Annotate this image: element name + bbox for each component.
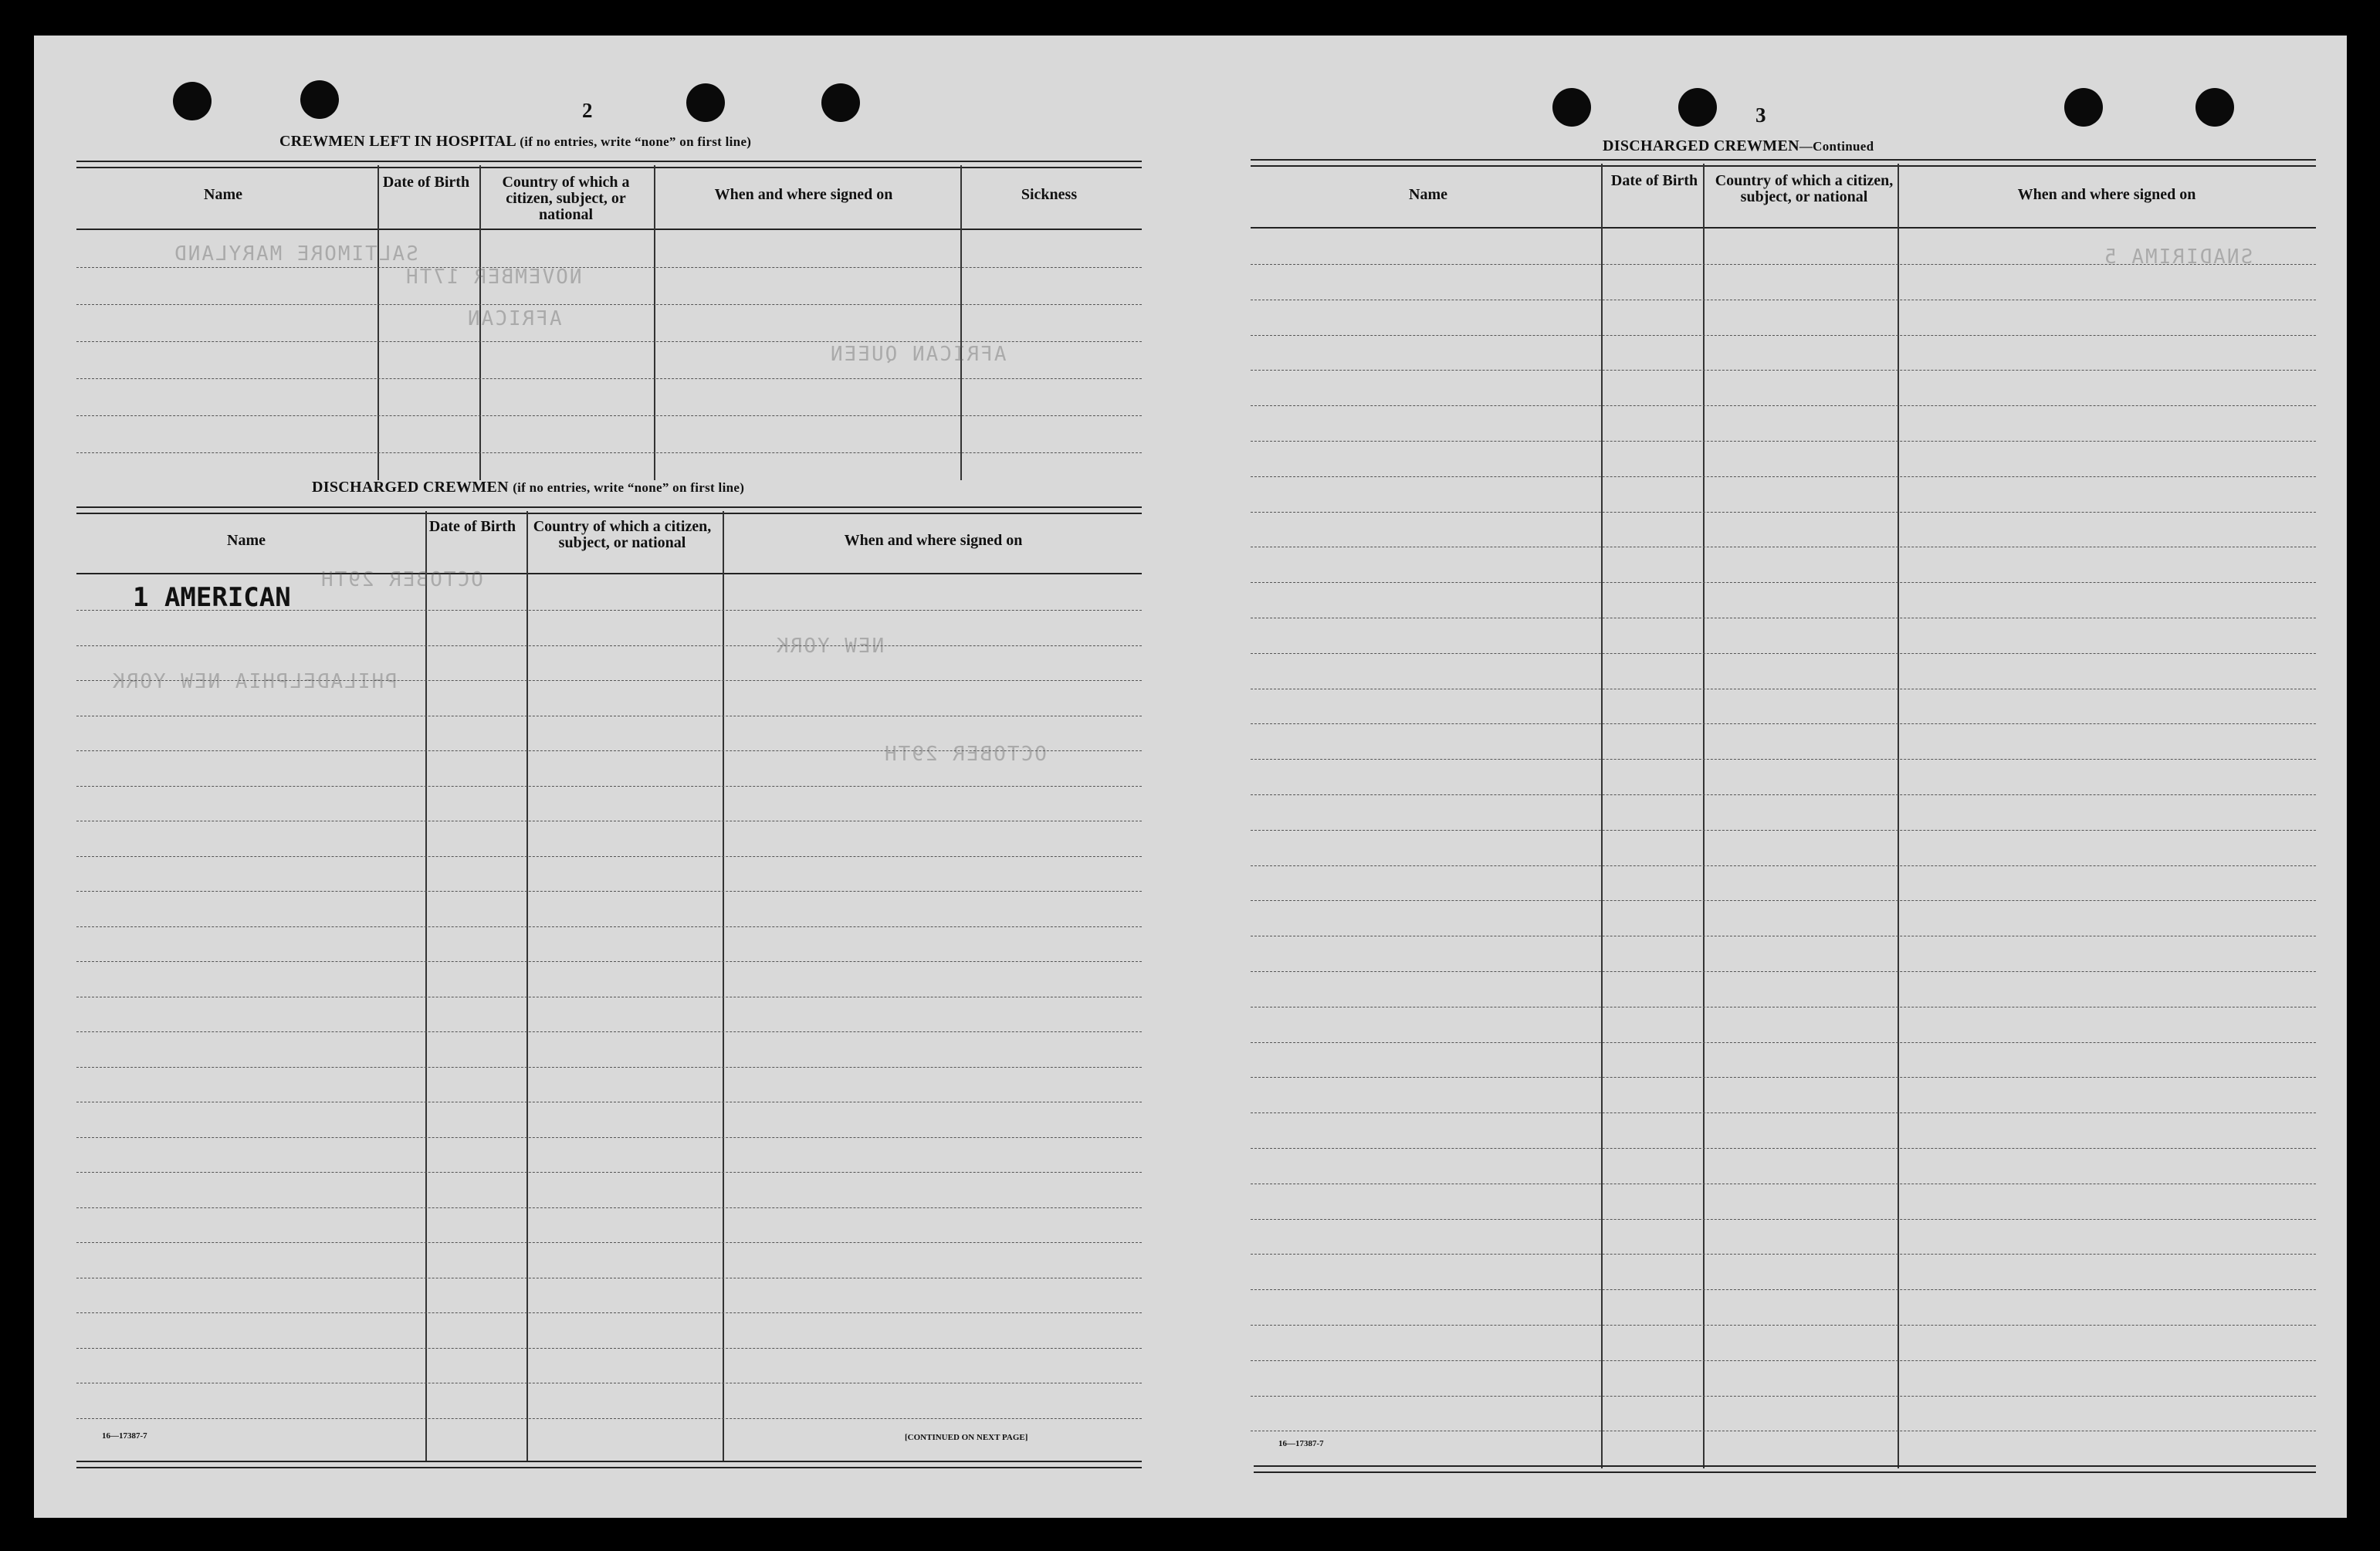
discharged-continued-title — [1603, 137, 1874, 155]
entry-line — [1251, 335, 2316, 336]
entry-line — [1251, 1077, 2316, 1078]
header-rule — [76, 161, 1142, 168]
crew-entry-name: 1 AMERICAN — [133, 582, 291, 613]
column-header-name: Name — [227, 532, 266, 549]
entry-line — [76, 341, 1142, 342]
entry-line — [1251, 370, 2316, 371]
entry-line — [76, 1312, 1142, 1313]
entry-line — [76, 415, 1142, 416]
punch-hole — [300, 80, 339, 119]
punch-hole — [173, 82, 212, 120]
header-underline — [76, 573, 1142, 574]
hospital-section-title — [279, 133, 751, 151]
column-divider — [654, 165, 655, 480]
entry-line — [1251, 723, 2316, 724]
column-divider — [526, 511, 528, 1461]
column-divider — [1703, 164, 1705, 1468]
document-sheet — [34, 36, 2347, 1518]
punch-hole — [1678, 88, 1717, 127]
entry-line — [1251, 1148, 2316, 1149]
column-header-when-where-signed-on: When and where signed on — [2017, 186, 2196, 203]
column-header-date-of-birth: Date of Birth — [1610, 172, 1698, 189]
entry-line — [76, 1031, 1142, 1032]
column-divider — [723, 511, 724, 1461]
header-underline — [1251, 227, 2316, 229]
entry-line — [76, 1418, 1142, 1419]
column-header-date-of-birth: Date of Birth — [382, 174, 470, 191]
section-subtitle-text: (if no entries, write “none” on first line) — [520, 134, 752, 149]
entry-line — [76, 452, 1142, 453]
entry-line — [1251, 1112, 2316, 1113]
bleed-through-text: OCTOBER 29TH — [320, 568, 483, 591]
column-header-country: Country of which a citizen, subject, or national — [1715, 172, 1894, 205]
entry-line — [1251, 512, 2316, 513]
entry-line — [1251, 1325, 2316, 1326]
bleed-through-text: SALTIMORE MARYLAND — [173, 242, 418, 266]
section-title-text: CREWMEN LEFT IN HOSPITAL — [279, 133, 516, 150]
page-number: 3 — [1755, 103, 1766, 127]
bleed-through-text: OCTOBER 29TH — [883, 743, 1047, 766]
entry-line — [76, 856, 1142, 857]
entry-line — [1251, 405, 2316, 406]
entry-line — [76, 1242, 1142, 1243]
column-header-date-of-birth: Date of Birth — [428, 518, 516, 535]
entry-line — [1251, 1219, 2316, 1220]
page-number: 2 — [582, 99, 593, 122]
header-rule — [76, 506, 1142, 514]
entry-line — [1251, 971, 2316, 972]
entry-line — [76, 1172, 1142, 1173]
entry-line — [76, 786, 1142, 787]
entry-line — [76, 267, 1142, 268]
entry-line — [1251, 1360, 2316, 1361]
section-title-text: DISCHARGED CREWMEN — [312, 479, 509, 496]
column-header-sickness: Sickness — [1021, 186, 1078, 203]
form-number: 16—17387-7 — [102, 1431, 147, 1441]
column-header-country: Country of which a citizen, subject, or national — [502, 174, 630, 223]
punch-hole — [686, 83, 725, 122]
entry-line — [76, 1207, 1142, 1208]
entry-line — [1251, 476, 2316, 477]
bleed-through-text: NOVEMBER 17TH — [405, 266, 582, 289]
entry-line — [1251, 865, 2316, 866]
entry-line — [1251, 441, 2316, 442]
column-header-country: Country of which a citizen, subject, or national — [533, 518, 712, 551]
entry-line — [1251, 794, 2316, 795]
entry-line — [1251, 759, 2316, 760]
header-rule — [1251, 159, 2316, 167]
column-divider — [960, 165, 962, 480]
entry-line — [1251, 1396, 2316, 1397]
entry-line — [76, 304, 1142, 305]
entry-line — [76, 1348, 1142, 1349]
entry-line — [76, 961, 1142, 962]
section-title-text: DISCHARGED CREWMEN — [1603, 137, 1799, 154]
bleed-through-text: SNADIRIMA 5 — [2103, 246, 2253, 269]
entry-line — [76, 926, 1142, 927]
header-underline — [76, 229, 1142, 230]
entry-line — [76, 645, 1142, 646]
section-subtitle-text: (if no entries, write “none” on first line) — [513, 480, 745, 495]
entry-line — [1251, 900, 2316, 901]
column-header-name: Name — [1409, 186, 1447, 203]
continued-note: [CONTINUED ON NEXT PAGE] — [905, 1433, 1028, 1442]
column-divider — [377, 165, 379, 480]
continued-label: —Continued — [1799, 139, 1874, 154]
bleed-through-text: PHILADELPHIA NEW YORK — [111, 670, 398, 693]
column-header-when-where-signed-on: When and where signed on — [844, 532, 1023, 549]
entry-line — [76, 378, 1142, 379]
column-header-when-where-signed-on: When and where signed on — [714, 186, 893, 203]
entry-line — [1251, 1254, 2316, 1255]
punch-hole — [821, 83, 860, 122]
entry-line — [1251, 1289, 2316, 1290]
entry-line — [76, 1067, 1142, 1068]
bleed-through-text: NEW YORK — [775, 635, 885, 658]
column-divider — [1601, 164, 1603, 1468]
bleed-through-text: AFRICAN — [466, 307, 562, 330]
discharged-section-title — [312, 479, 744, 496]
form-number: 16—17387-7 — [1278, 1439, 1324, 1448]
entry-line — [1251, 830, 2316, 831]
bleed-through-text: AFRICAN QUEEN — [829, 343, 1007, 366]
column-divider — [1898, 164, 1899, 1468]
entry-line — [1251, 582, 2316, 583]
footer-rule — [1254, 1465, 2316, 1473]
punch-hole — [1552, 88, 1591, 127]
entry-line — [1251, 653, 2316, 654]
punch-hole — [2195, 88, 2234, 127]
punch-hole — [2064, 88, 2103, 127]
entry-line — [76, 1137, 1142, 1138]
footer-rule — [76, 1461, 1142, 1468]
column-header-name: Name — [204, 186, 242, 203]
entry-line — [76, 891, 1142, 892]
column-divider — [425, 511, 427, 1461]
entry-line — [1251, 1042, 2316, 1043]
